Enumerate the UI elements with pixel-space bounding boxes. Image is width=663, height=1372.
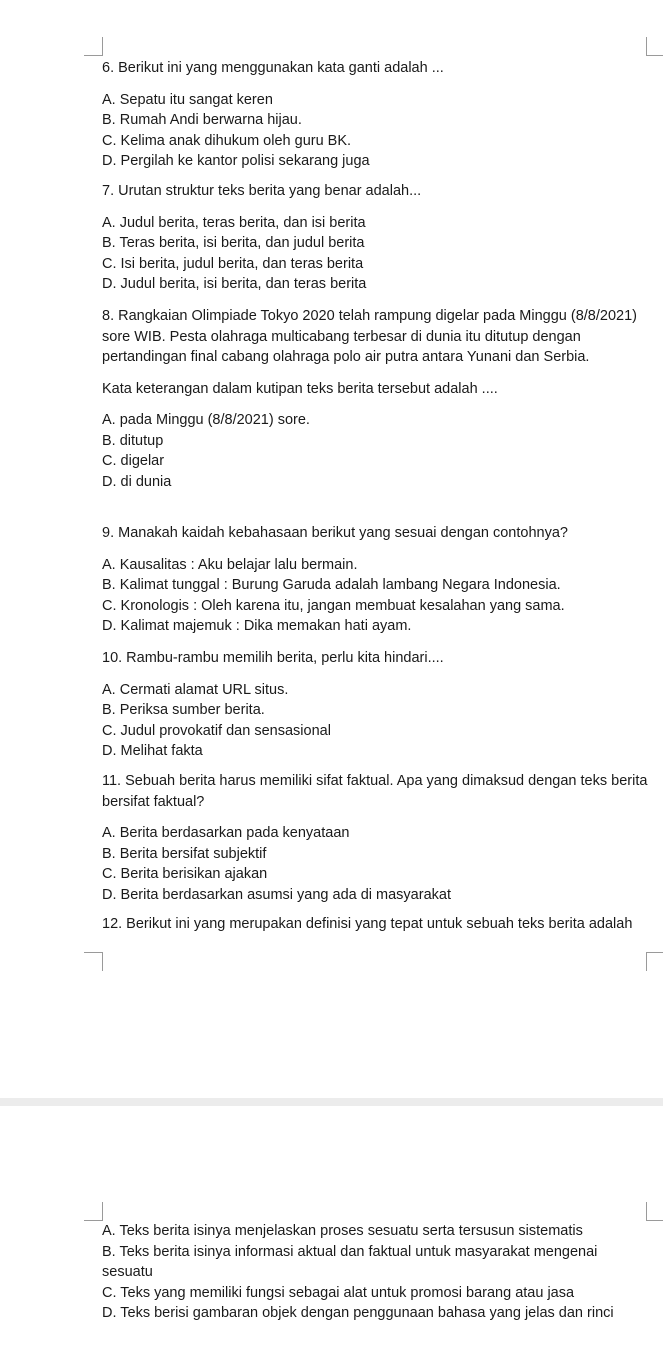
option-c: C. Teks yang memiliki fungsi sebagai alat untuk promosi barang atau jasa — [102, 1284, 575, 1301]
option-d: D. Kalimat majemuk : Dika memakan hati ayam. — [102, 618, 412, 634]
option-d: D. Pergilah ke kantor polisi sekarang juga — [102, 153, 370, 169]
option-d: D. Berita berdasarkan asumsi yang ada di masyarakat — [102, 886, 451, 903]
option-a: A. Kausalitas : Aku belajar lalu bermain. — [102, 556, 358, 573]
question-text: 12. Berikut ini yang merupakan definisi yang tepat untuk sebuah teks berita adalah — [102, 916, 633, 932]
option-b: B. Kalimat tunggal : Burung Garuda adalah lambang Negara Indonesia. — [102, 577, 561, 593]
options-list — [102, 410, 650, 492]
option-b: B. Berita bersifat subjektif — [102, 845, 267, 862]
question-10 — [102, 648, 650, 762]
crop-mark — [84, 37, 103, 56]
option-c: C. Berita berisikan ajakan — [102, 866, 268, 882]
options-list — [102, 90, 650, 172]
option-a: A. pada Minggu (8/8/2021) sore. — [102, 412, 310, 428]
question-7 — [102, 181, 650, 295]
crop-mark — [646, 37, 663, 56]
option-d: D. Teks berisi gambaran objek dengan penggunaan bahasa yang jelas dan rinci — [102, 1305, 614, 1321]
option-c: C. digelar — [102, 453, 165, 469]
option-a: A. Judul berita, teras berita, dan isi berita — [102, 214, 366, 231]
option-b: B. Teks berita isinya informasi aktual dan faktual untuk masyarakat mengenai sesuatu — [102, 1243, 598, 1280]
option-c: C. Judul provokatif dan sensasional — [102, 722, 331, 739]
option-d: D. Melihat fakta — [102, 743, 203, 759]
option-a: A. Sepatu itu sangat keren — [102, 91, 273, 108]
option-d: D. Judul berita, isi berita, dan teras berita — [102, 276, 367, 292]
crop-mark — [646, 952, 663, 971]
question-12-options — [102, 1221, 650, 1324]
page-two — [0, 1106, 663, 1372]
question-12 — [102, 914, 650, 935]
crop-mark — [84, 952, 103, 971]
crop-mark — [84, 1202, 103, 1221]
option-b: B. Periksa sumber berita. — [102, 702, 265, 718]
options-list — [102, 823, 650, 905]
option-a: A. Cermati alamat URL situs. — [102, 681, 289, 698]
option-b: B. Teras berita, isi berita, dan judul berita — [102, 235, 365, 251]
page-gap — [0, 1098, 663, 1106]
crop-mark — [646, 1202, 663, 1221]
question-text: 11. Sebuah berita harus memiliki sifat faktual. Apa yang dimaksud dengan teks berita bersifat faktual? — [102, 773, 648, 810]
question-9 — [102, 523, 650, 637]
question-text: Kata keterangan dalam kutipan teks berita tersebut adalah .... — [102, 380, 498, 397]
option-c: C. Kelima anak dihukum oleh guru BK. — [102, 132, 352, 149]
option-a: A. Berita berdasarkan pada kenyataan — [102, 825, 350, 841]
options-list — [102, 1221, 650, 1324]
options-list — [102, 555, 650, 637]
question-11 — [102, 771, 650, 905]
option-a: A. Teks berita isinya menjelaskan proses sesuatu serta tersusun sistematis — [102, 1223, 583, 1239]
option-c: C. Isi berita, judul berita, dan teras berita — [102, 255, 364, 272]
options-list — [102, 680, 650, 762]
question-text: 10. Rambu-rambu memilih berita, perlu kita hindari.... — [102, 650, 444, 666]
option-c: C. Kronologis : Oleh karena itu, jangan membuat kesalahan yang sama. — [102, 597, 565, 614]
question-text: 7. Urutan struktur teks berita yang benar adalah... — [102, 183, 422, 199]
question-text: 9. Manakah kaidah kebahasaan berikut yang sesuai dengan contohnya? — [102, 525, 568, 541]
question-text: 6. Berikut ini yang menggunakan kata ganti adalah ... — [102, 60, 444, 76]
option-b: B. Rumah Andi berwarna hijau. — [102, 112, 302, 128]
question-8 — [102, 306, 650, 492]
options-list — [102, 213, 650, 295]
option-d: D. di dunia — [102, 473, 172, 490]
option-b: B. ditutup — [102, 432, 164, 449]
question-passage: 8. Rangkaian Olimpiade Tokyo 2020 telah rampung digelar pada Minggu (8/8/2021) sore WIB. Pesta olahraga multicabang terbesar di dunia itu ditutup dengan pertandingan final cabang olahraga polo air putra antara Yunani dan Serbia. — [102, 308, 637, 365]
question-6 — [102, 58, 650, 172]
